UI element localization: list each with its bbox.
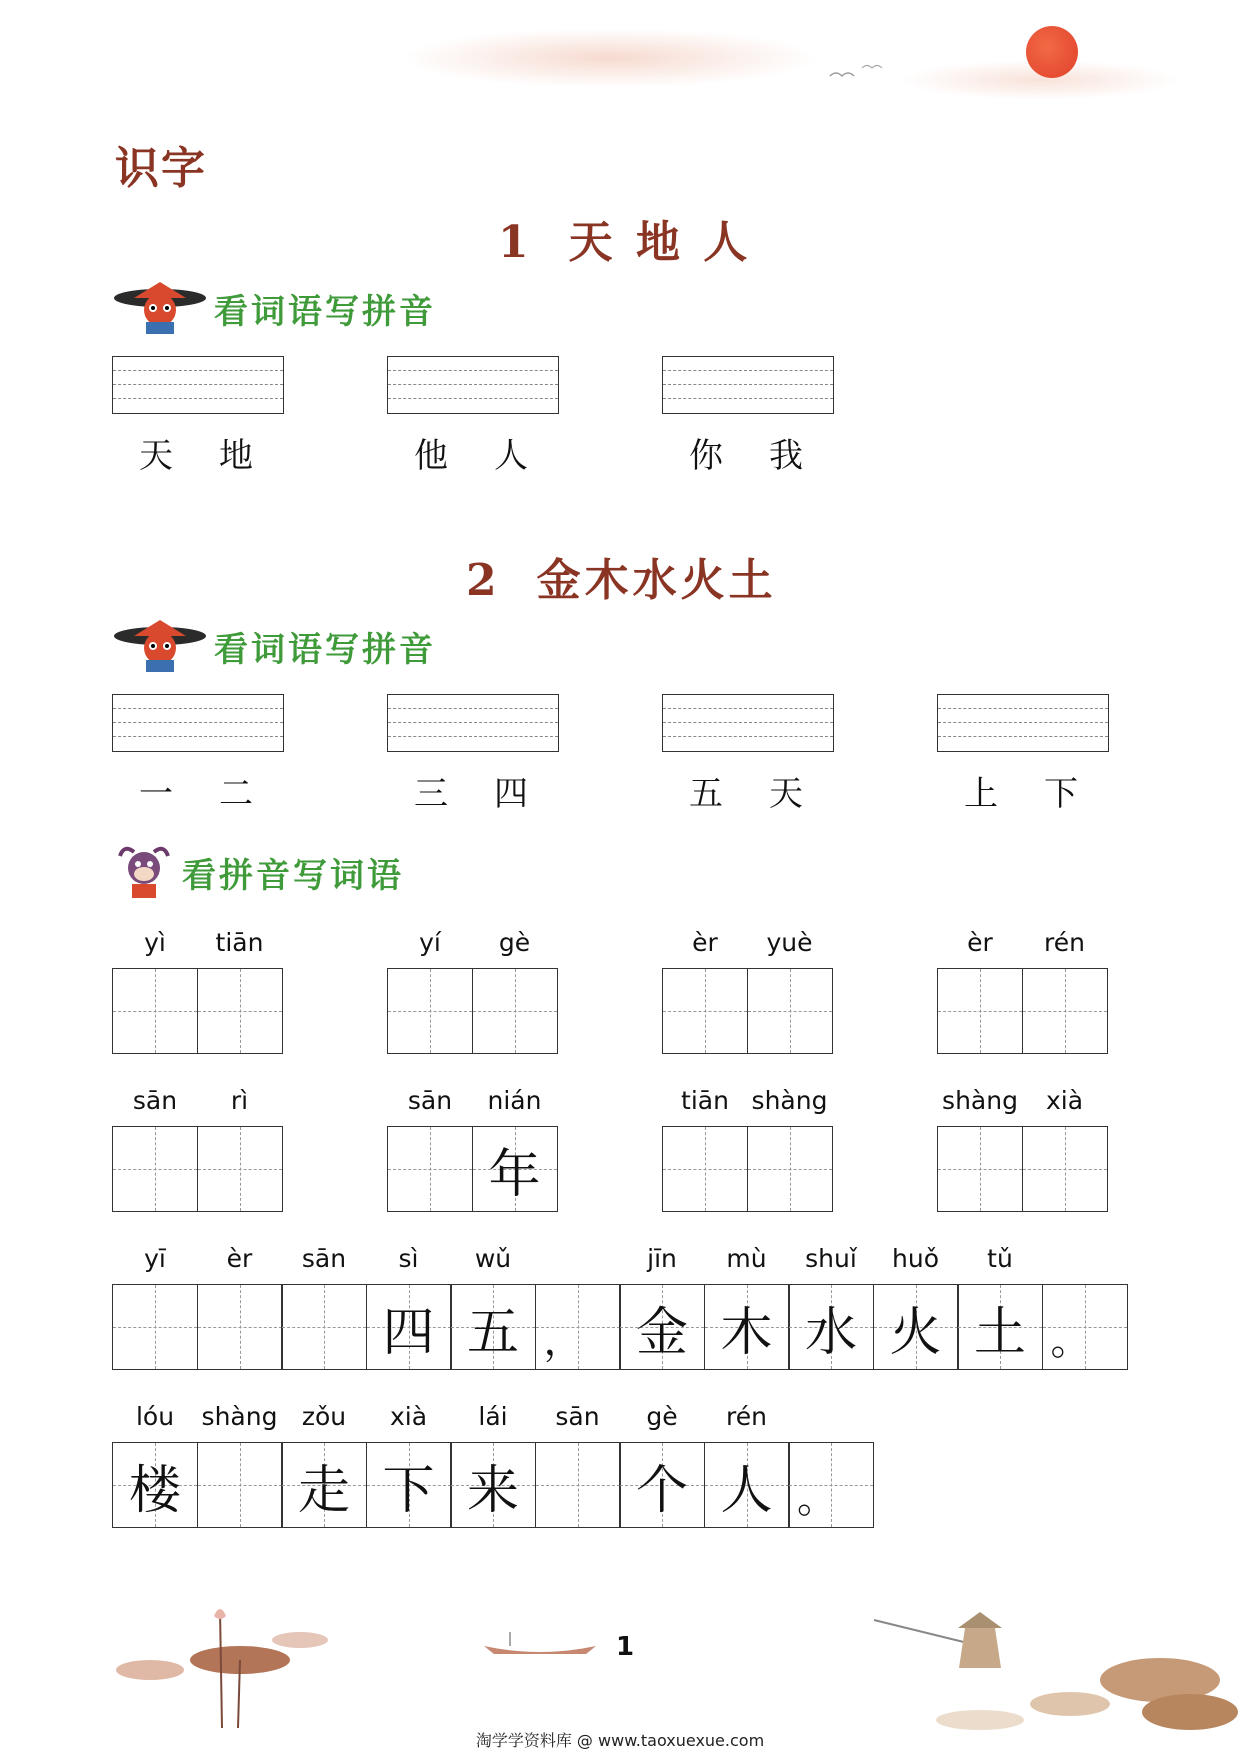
tianzi-cell[interactable]: 下 bbox=[366, 1442, 452, 1528]
tianzi-cell[interactable] bbox=[662, 968, 748, 1054]
tianzi-grid-group bbox=[937, 1126, 1108, 1212]
task-label: 看词语写拼音 bbox=[214, 291, 436, 332]
tianzi-cell[interactable]: 。 bbox=[1042, 1284, 1128, 1370]
footer-watermark: 淘学学资料库 @ www.taoxuexue.com bbox=[475, 1731, 765, 1750]
pinyin-label-row: tiān shàng bbox=[681, 1086, 828, 1115]
tianzi-cell[interactable]: 火 bbox=[873, 1284, 959, 1370]
lesson-number: 1 bbox=[498, 217, 533, 268]
task-header-write-pinyin-2 bbox=[112, 616, 436, 676]
tianzi-cell[interactable]: 人 bbox=[704, 1442, 790, 1528]
tianzi-cell[interactable] bbox=[662, 1126, 748, 1212]
tianzi-cell[interactable]: 年 bbox=[472, 1126, 558, 1212]
lesson-name: 天 地 人 bbox=[568, 217, 752, 268]
lesson-number: 2 bbox=[466, 555, 501, 606]
lesson-2-title bbox=[466, 544, 777, 608]
tianzi-cell[interactable] bbox=[197, 1442, 283, 1528]
mascot-hat-icon bbox=[112, 616, 208, 676]
tianzi-cell[interactable]: 个 bbox=[619, 1442, 705, 1528]
boat-illustration bbox=[480, 1630, 600, 1660]
pinyin-box[interactable] bbox=[662, 356, 834, 414]
word-label: 天 地 bbox=[139, 436, 253, 476]
header-cloud-decoration bbox=[400, 28, 820, 88]
pinyin-label-row: èr yuè bbox=[692, 928, 813, 957]
word-label: 他 人 bbox=[414, 436, 528, 476]
tianzi-cell[interactable]: 五 bbox=[450, 1284, 536, 1370]
birds-illustration bbox=[800, 56, 920, 96]
pinyin-box[interactable] bbox=[937, 694, 1109, 752]
tianzi-grid-group bbox=[662, 968, 833, 1054]
word-label: 一 二 bbox=[139, 774, 253, 814]
tianzi-cell[interactable]: 走 bbox=[281, 1442, 367, 1528]
tianzi-cell[interactable] bbox=[281, 1284, 367, 1370]
tianzi-cell[interactable]: 来 bbox=[450, 1442, 536, 1528]
tianzi-cell[interactable]: 木 bbox=[704, 1284, 790, 1370]
tianzi-cell[interactable]: ， bbox=[535, 1284, 621, 1370]
tianzi-cell[interactable] bbox=[535, 1442, 621, 1528]
sentence-2-pinyin: lóu shàng zǒu xià lái sān gè rén bbox=[135, 1402, 767, 1431]
tianzi-cell[interactable] bbox=[472, 968, 558, 1054]
tianzi-cell[interactable]: 土 bbox=[957, 1284, 1043, 1370]
pinyin-label-row: sān rì bbox=[132, 1086, 249, 1115]
tianzi-grid-group bbox=[387, 968, 558, 1054]
tianzi-cell[interactable]: 水 bbox=[788, 1284, 874, 1370]
pinyin-box[interactable] bbox=[112, 694, 284, 752]
tianzi-cell[interactable]: 金 bbox=[619, 1284, 705, 1370]
tianzi-cell[interactable] bbox=[112, 1284, 198, 1370]
tianzi-cell[interactable] bbox=[937, 1126, 1023, 1212]
pinyin-box[interactable] bbox=[112, 356, 284, 414]
pinyin-label-row: èr rén bbox=[967, 928, 1085, 957]
word-label: 你 我 bbox=[689, 436, 803, 476]
sun-illustration bbox=[1026, 26, 1078, 78]
tianzi-grid-group bbox=[937, 968, 1108, 1054]
tianzi-cell[interactable] bbox=[747, 968, 833, 1054]
tianzi-cell[interactable] bbox=[197, 968, 283, 1054]
task-label: 看词语写拼音 bbox=[214, 629, 436, 670]
lesson-1-title bbox=[498, 206, 751, 270]
section-title: 识字 bbox=[115, 143, 207, 194]
pinyin-label-row: yí gè bbox=[419, 928, 531, 957]
task-header-write-words bbox=[112, 842, 404, 902]
tianzi-grid-group bbox=[112, 1126, 283, 1212]
tianzi-cell[interactable] bbox=[197, 1126, 283, 1212]
tianzi-cell[interactable] bbox=[387, 968, 473, 1054]
tianzi-cell[interactable] bbox=[1022, 1126, 1108, 1212]
tianzi-cell[interactable]: 。 bbox=[788, 1442, 874, 1528]
tianzi-cell[interactable]: 四 bbox=[366, 1284, 452, 1370]
tianzi-cell[interactable] bbox=[387, 1126, 473, 1212]
word-label: 五 天 bbox=[689, 774, 803, 814]
tianzi-cell[interactable] bbox=[197, 1284, 283, 1370]
tianzi-cell[interactable] bbox=[112, 968, 198, 1054]
sentence-1-grid bbox=[112, 1284, 1128, 1370]
lotus-illustration bbox=[110, 1600, 370, 1730]
pinyin-label-row: shàng xià bbox=[942, 1086, 1084, 1115]
pinyin-label-row: sān nián bbox=[407, 1086, 542, 1115]
fisherman-stones-illustration bbox=[870, 1600, 1240, 1730]
mascot-ox-icon bbox=[112, 842, 176, 902]
sentence-2-grid bbox=[112, 1442, 874, 1528]
tianzi-cell[interactable] bbox=[937, 968, 1023, 1054]
tianzi-grid-group bbox=[112, 968, 283, 1054]
task-header-write-pinyin-1 bbox=[112, 278, 436, 338]
tianzi-cell[interactable] bbox=[112, 1126, 198, 1212]
pinyin-label-row: yì tiān bbox=[144, 928, 264, 957]
mascot-hat-icon bbox=[112, 278, 208, 338]
tianzi-cell[interactable]: 楼 bbox=[112, 1442, 198, 1528]
pinyin-box[interactable] bbox=[387, 356, 559, 414]
page-number: 1 bbox=[616, 1632, 635, 1662]
sentence-1-pinyin: yī èr sān sì wǔ jīn mù shuǐ huǒ tǔ bbox=[144, 1244, 1013, 1273]
tianzi-grid-group bbox=[662, 1126, 833, 1212]
pinyin-box[interactable] bbox=[387, 694, 559, 752]
pinyin-box[interactable] bbox=[662, 694, 834, 752]
tianzi-cell[interactable] bbox=[747, 1126, 833, 1212]
word-label: 三 四 bbox=[414, 774, 528, 814]
word-label: 上 下 bbox=[964, 774, 1078, 814]
lesson-name: 金木水火土 bbox=[536, 555, 777, 606]
tianzi-grid-group bbox=[387, 1126, 558, 1212]
task-label: 看拼音写词语 bbox=[182, 855, 404, 896]
tianzi-cell[interactable] bbox=[1022, 968, 1108, 1054]
